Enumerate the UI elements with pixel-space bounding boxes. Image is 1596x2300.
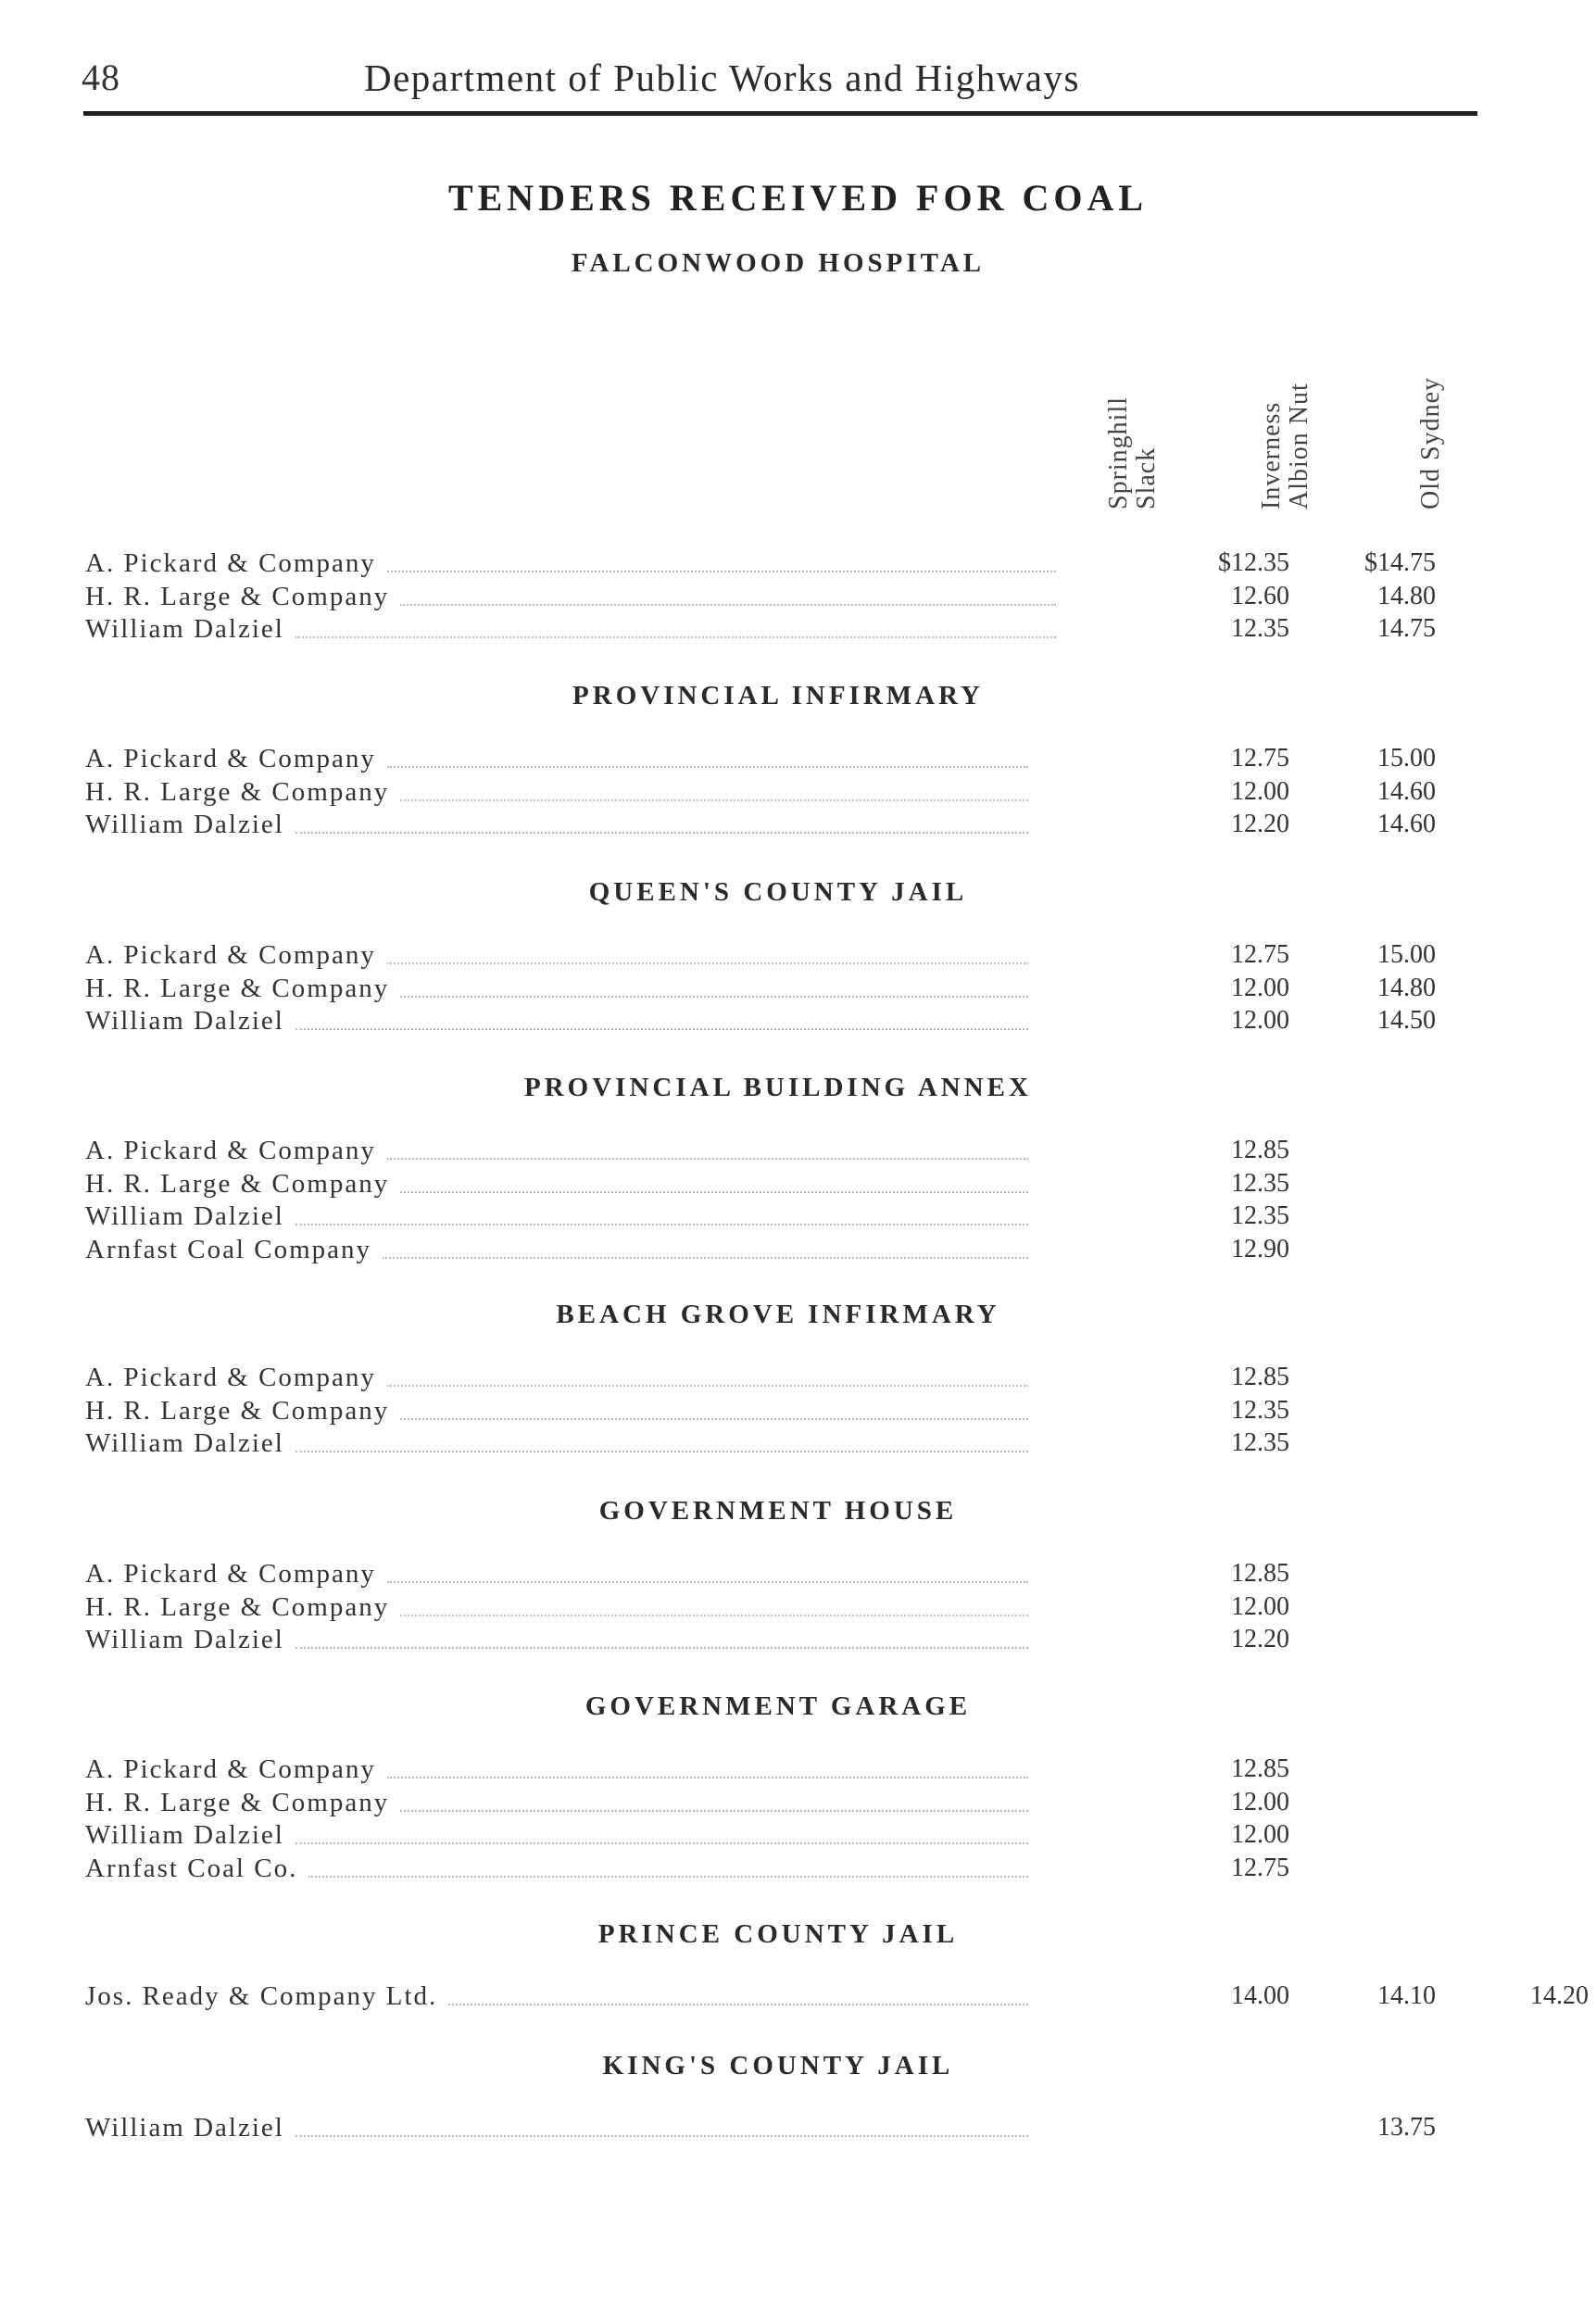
table-row <box>85 1201 1512 1235</box>
price-springhill-slack: 12.20 <box>1231 1625 1289 1653</box>
column-header-line: Inverness <box>1257 401 1286 509</box>
dot-leader <box>383 1257 1028 1259</box>
table-row <box>85 1788 1512 1821</box>
dot-leader <box>295 1451 1028 1452</box>
column-header-line: Old Sydney <box>1416 377 1445 509</box>
price-springhill-slack: 12.00 <box>1231 1592 1289 1621</box>
table-row <box>85 1559 1512 1592</box>
dot-leader <box>308 1876 1028 1878</box>
dot-leader <box>400 1191 1028 1193</box>
bidder-name: H. R. Large & Company <box>85 1592 390 1622</box>
price-springhill-slack: 12.00 <box>1231 1788 1289 1816</box>
section-title: BEACH GROVE INFIRMARY <box>556 1300 1000 1329</box>
price-inverness-albion-nut: 15.00 <box>1377 744 1436 773</box>
price-springhill-slack: 12.85 <box>1231 1559 1289 1588</box>
price-springhill-slack: 12.85 <box>1231 1754 1289 1783</box>
table-row <box>85 1625 1512 1658</box>
table-row <box>85 1854 1512 1887</box>
bidder-name: H. R. Large & Company <box>85 974 390 1003</box>
price-springhill-slack: 12.35 <box>1231 614 1289 643</box>
bidder-name: H. R. Large & Company <box>85 1788 390 1817</box>
bidder-name: Arnfast Coal Co. <box>85 1854 298 1883</box>
column-header-springhill-slack <box>1105 324 1161 509</box>
price-springhill-slack: 12.35 <box>1231 1396 1289 1425</box>
dot-leader <box>387 766 1028 768</box>
header-rule <box>83 111 1477 116</box>
page-title: TENDERS RECEIVED FOR COAL <box>447 177 1149 219</box>
table-row <box>85 2113 1512 2146</box>
table-row <box>85 548 1512 582</box>
column-header-inverness-albion-nut <box>1258 324 1313 509</box>
section-title: PROVINCIAL INFIRMARY <box>572 681 984 710</box>
table-row <box>85 940 1512 974</box>
dot-leader <box>295 636 1056 638</box>
price-springhill-slack: 12.00 <box>1231 1006 1289 1035</box>
dot-leader <box>295 1224 1028 1225</box>
table-row <box>85 1981 1589 2015</box>
table-row <box>85 1006 1512 1039</box>
bidder-name: H. R. Large & Company <box>85 777 390 807</box>
price-inverness-albion-nut: 14.80 <box>1377 582 1436 610</box>
price-springhill-slack: 12.00 <box>1231 777 1289 806</box>
bidder-name: A. Pickard & Company <box>85 1754 376 1784</box>
price-springhill-slack: 12.90 <box>1231 1235 1289 1263</box>
bidder-name: A. Pickard & Company <box>85 1559 376 1589</box>
price-springhill-slack: 12.00 <box>1231 1820 1289 1849</box>
bidder-name: William Dalziel <box>85 1625 284 1654</box>
table-row <box>85 614 1512 647</box>
dot-leader <box>295 2135 1028 2137</box>
price-springhill-slack: 12.00 <box>1231 974 1289 1002</box>
table-row <box>85 1235 1512 1268</box>
column-header-line: Slack <box>1132 446 1161 509</box>
price-inverness-albion-nut: 14.50 <box>1377 1006 1436 1035</box>
price-springhill-slack: 14.00 <box>1231 1981 1289 2010</box>
price-springhill-slack: 12.35 <box>1231 1201 1289 1230</box>
table-row <box>85 582 1512 615</box>
price-springhill-slack: 12.85 <box>1231 1363 1289 1391</box>
bidder-name: William Dalziel <box>85 1006 284 1036</box>
bidder-name: William Dalziel <box>85 2113 284 2143</box>
price-inverness-albion-nut: $14.75 <box>1364 548 1436 577</box>
dot-leader <box>400 1810 1028 1812</box>
page-header <box>82 46 1471 102</box>
table-row <box>85 744 1512 777</box>
running-head: Department of Public Works and Highways <box>364 57 1080 99</box>
section-title: PRINCE COUNTY JAIL <box>597 1919 959 1949</box>
bidder-name: William Dalziel <box>85 1428 284 1458</box>
section-title: GOVERNMENT HOUSE <box>598 1496 958 1526</box>
price-inverness-albion-nut: 14.75 <box>1377 614 1436 643</box>
section-title: QUEEN'S COUNTY JAIL <box>588 877 968 907</box>
column-header-line: Springhill <box>1104 396 1133 509</box>
dot-leader <box>295 1647 1028 1649</box>
dot-leader <box>295 1028 1028 1030</box>
dot-leader <box>400 799 1028 801</box>
dot-leader <box>387 1777 1028 1778</box>
dot-leader <box>400 1615 1028 1616</box>
price-springhill-slack: 12.75 <box>1231 744 1289 773</box>
bidder-name: H. R. Large & Company <box>85 1396 390 1426</box>
table-row <box>85 1592 1512 1626</box>
section-title: PROVINCIAL BUILDING ANNEX <box>524 1073 1032 1102</box>
dot-leader <box>387 1385 1028 1387</box>
bidder-name: William Dalziel <box>85 1201 284 1231</box>
price-inverness-albion-nut: 14.60 <box>1377 777 1436 806</box>
bidder-name: A. Pickard & Company <box>85 548 376 578</box>
page-number: 48 <box>82 57 120 98</box>
price-springhill-slack: 12.85 <box>1231 1136 1289 1164</box>
price-inverness-albion-nut: 14.60 <box>1377 810 1436 838</box>
bidder-name: A. Pickard & Company <box>85 744 376 773</box>
dot-leader <box>387 1158 1028 1160</box>
bidder-name: H. R. Large & Company <box>85 1169 390 1199</box>
table-row <box>85 1396 1512 1429</box>
bidder-name: William Dalziel <box>85 1820 284 1850</box>
column-header-old-sydney <box>1417 324 1473 509</box>
table-row <box>85 974 1512 1007</box>
dot-leader <box>387 571 1056 572</box>
column-header-line: Albion Nut <box>1285 383 1313 509</box>
table-row <box>85 1754 1512 1788</box>
dot-leader <box>400 1418 1028 1420</box>
section-title: GOVERNMENT GARAGE <box>584 1691 972 1721</box>
section-title: FALCONWOOD HOSPITAL <box>571 248 986 278</box>
price-inverness-albion-nut: 14.80 <box>1377 974 1436 1002</box>
price-springhill-slack: 12.35 <box>1231 1169 1289 1198</box>
dot-leader <box>448 2004 1028 2005</box>
table-row <box>85 1169 1512 1202</box>
price-springhill-slack: 12.35 <box>1231 1428 1289 1457</box>
price-springhill-slack: 12.75 <box>1231 940 1289 969</box>
price-springhill-slack: 12.20 <box>1231 810 1289 838</box>
dot-leader <box>387 1581 1028 1583</box>
bidder-name: William Dalziel <box>85 810 284 839</box>
dot-leader <box>400 996 1028 998</box>
table-row <box>85 1136 1512 1169</box>
dot-leader <box>400 604 1056 606</box>
price-old-sydney: 14.20 <box>1530 1981 1589 2010</box>
table-row <box>85 777 1512 811</box>
bidder-name: A. Pickard & Company <box>85 940 376 970</box>
table-row <box>85 1363 1512 1396</box>
price-inverness-albion-nut: 14.10 <box>1377 1981 1436 2010</box>
bidder-name: H. R. Large & Company <box>85 582 390 611</box>
bidder-name: A. Pickard & Company <box>85 1136 376 1165</box>
price-inverness-albion-nut: 15.00 <box>1377 940 1436 969</box>
bidder-name: Jos. Ready & Company Ltd. <box>85 1981 438 2011</box>
price-springhill-slack: $12.35 <box>1218 548 1289 577</box>
table-row <box>85 1428 1512 1462</box>
price-springhill-slack: 12.60 <box>1231 582 1289 610</box>
bidder-name: Arnfast Coal Company <box>85 1235 372 1264</box>
table-row <box>85 1820 1512 1854</box>
section-title: KING'S COUNTY JAIL <box>602 2051 954 2080</box>
dot-leader <box>295 1842 1028 1844</box>
bidder-name: A. Pickard & Company <box>85 1363 376 1392</box>
dot-leader <box>387 962 1028 964</box>
price-inverness-albion-nut: 13.75 <box>1377 2113 1436 2142</box>
price-springhill-slack: 12.75 <box>1231 1854 1289 1882</box>
dot-leader <box>295 832 1028 834</box>
bidder-name: William Dalziel <box>85 614 284 644</box>
table-row <box>85 810 1512 843</box>
